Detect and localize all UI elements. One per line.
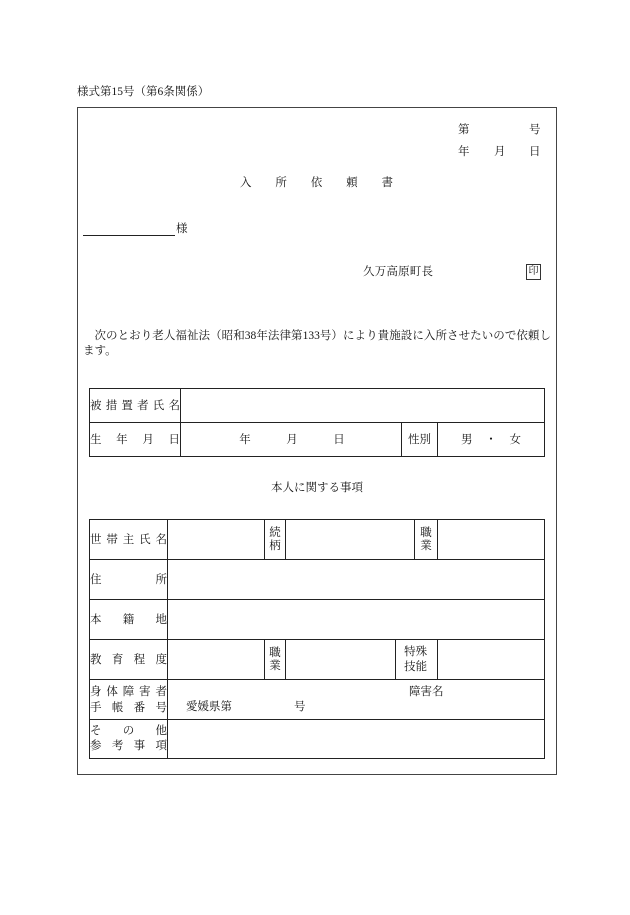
document-number-suffix: 号: [529, 124, 541, 136]
special-skill-label-cell: [396, 640, 438, 680]
occupation-label: 職業: [269, 646, 281, 672]
education-label: 教育程度: [90, 653, 167, 666]
disability-certificate-label-line2: 手帳番号: [90, 701, 167, 714]
address-label: 住所: [90, 573, 167, 586]
issue-date-year: 年: [458, 146, 470, 158]
issue-date-month: 月: [494, 146, 506, 158]
householder-name-field: [168, 520, 265, 560]
birth-day-label: 日: [333, 433, 345, 446]
details-table: [89, 519, 545, 759]
domicile-field: [168, 600, 545, 640]
special-skill-field: [438, 640, 545, 680]
subject-name-label: 被措置者氏名: [90, 399, 180, 412]
address-label-cell: [90, 560, 168, 600]
certificate-number-suffix: 号: [294, 700, 306, 713]
address-field: [168, 560, 545, 600]
householder-label-cell: [90, 520, 168, 560]
sex-label: 性別: [408, 433, 431, 446]
domicile-label: 本籍地: [90, 613, 167, 626]
occupation-label-cell: [265, 640, 286, 680]
sex-options: 男・女: [461, 433, 521, 446]
subject-table: [89, 388, 545, 457]
education-field: [168, 640, 265, 680]
sex-label-cell: [402, 423, 438, 457]
subject-name-label-cell: [90, 389, 181, 423]
special-skill-label: 特殊技能: [404, 645, 428, 673]
other-notes-label-cell: [90, 720, 168, 759]
sex-field: [438, 423, 545, 457]
householder-occupation-field: [438, 520, 545, 560]
relationship-label: 続柄: [269, 526, 281, 552]
certificate-number-prefix: 愛媛県第: [186, 700, 232, 713]
relationship-field: [286, 520, 415, 560]
sender-name: 久万高原町長: [363, 266, 433, 278]
householder-occupation-label-cell: [415, 520, 438, 560]
addressee-blank-line: [83, 235, 175, 236]
other-notes-label-line2: 参考事項: [90, 740, 167, 752]
relationship-label-cell: [265, 520, 286, 560]
birth-month-label: 月: [286, 433, 298, 446]
addressee-honorific: 様: [176, 223, 188, 235]
disability-certificate-label-cell: [90, 680, 168, 720]
seal-mark: 印: [526, 264, 541, 280]
issue-date-day: 日: [529, 146, 541, 158]
birth-date-field: [181, 423, 402, 457]
birth-year-label: 年: [239, 433, 251, 446]
section-title: 本人に関する事項: [271, 482, 363, 494]
householder-label: 世帯主氏名: [90, 533, 167, 546]
request-body-text: 次のとおり老人福祉法（昭和38年法律第133号）により貴施設に入所させたいので依頼します。: [83, 330, 551, 357]
birth-date-label: 生年月日: [90, 433, 180, 446]
domicile-label-cell: [90, 600, 168, 640]
subject-name-field: [181, 389, 545, 423]
other-notes-field: [168, 720, 545, 759]
document-title: 入所依頼書: [240, 177, 393, 189]
disability-name-label: 障害名: [409, 685, 444, 698]
document-number-prefix: 第: [458, 124, 470, 136]
form-number: 様式第15号（第6条関係）: [77, 86, 210, 98]
householder-occupation-label: 職業: [420, 526, 432, 552]
disability-certificate-field: [168, 680, 545, 720]
birth-date-label-cell: [90, 423, 181, 457]
disability-certificate-label-line1: 身体障害者: [90, 685, 167, 698]
occupation-field: [286, 640, 396, 680]
education-label-cell: [90, 640, 168, 680]
other-notes-label-line1: その他: [90, 725, 167, 737]
